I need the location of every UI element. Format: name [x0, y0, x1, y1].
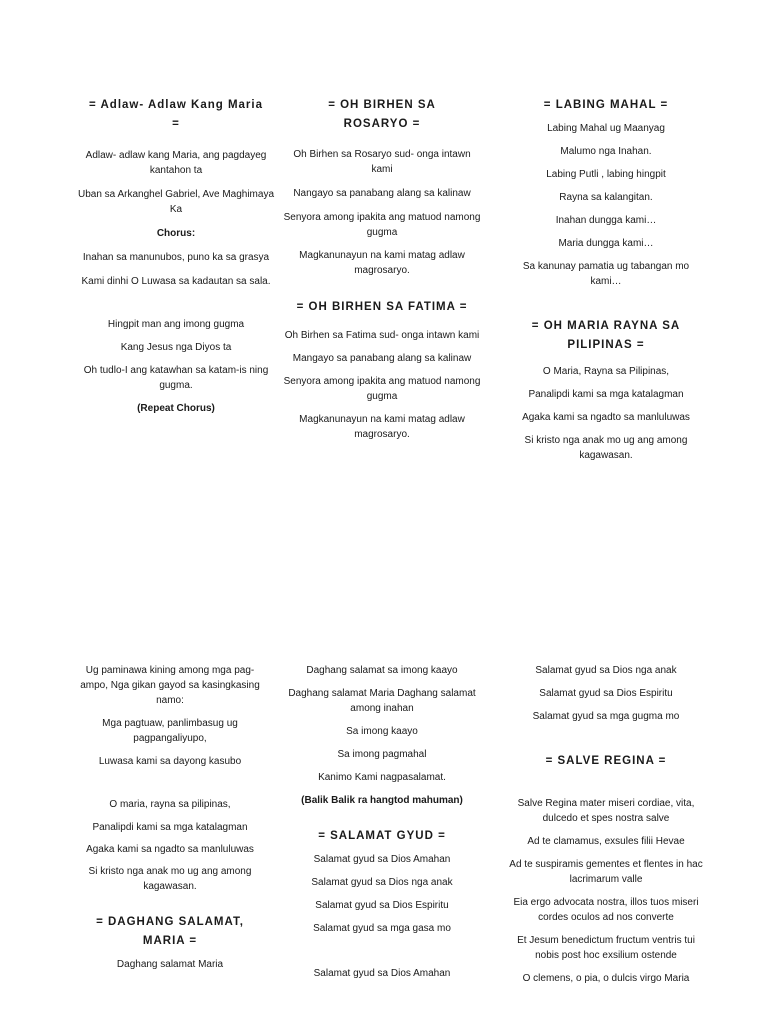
- lyric-line: Salamat gyud sa Dios Espiritu: [315, 900, 449, 911]
- repeat-chorus-note: (Repeat Chorus): [137, 403, 215, 414]
- lyric-line: Oh Birhen sa Rosaryo sud- onga intawn kami: [293, 149, 471, 175]
- song-title-daghang-salamat: = DAGHANG SALAMAT, MARIA =: [96, 916, 244, 947]
- column-top-right: [508, 96, 704, 463]
- song-title-adlaw-adlaw: = Adlaw- Adlaw Kang Maria =: [89, 99, 263, 130]
- lyric-line: O maria, rayna sa pilipinas,: [109, 799, 231, 810]
- lyric-line: Senyora among ipakita ang matuod namong gugma: [283, 376, 481, 402]
- lyric-line: Malumo nga Inahan.: [560, 146, 652, 157]
- song-title-maria-rayna: = OH MARIA RAYNA SA PILIPINAS =: [531, 320, 681, 351]
- lyric-line: Salamat gyud sa Dios nga anak: [535, 665, 677, 676]
- lyric-line: O Maria, Rayna sa Pilipinas,: [542, 366, 670, 377]
- lyric-line: Kanimo Kami nagpasalamat.: [318, 772, 446, 783]
- lyric-line: Maria dungga kami…: [558, 238, 654, 249]
- song-title-birhen-fatima: = OH BIRHEN SA FATIMA =: [296, 301, 468, 313]
- lyric-line: Daghang salamat Maria Daghang salamat among inahan: [288, 688, 476, 714]
- lyric-line: Salamat gyud sa Dios Espiritu: [539, 688, 673, 699]
- lyric-line: Uban sa Arkanghel Gabriel, Ave Maghimaya Ka: [77, 189, 275, 215]
- lyric-line: Salamat gyud sa mga gasa mo: [313, 923, 451, 934]
- lyric-line: Ug paminawa kining among mga pag-ampo, Nga gikan gayod sa kasingkasing namo:: [80, 665, 260, 706]
- chorus-label: Chorus:: [156, 228, 196, 239]
- lyric-line: Salamat gyud sa Dios Amahan: [313, 854, 451, 865]
- lyric-line: Ad te clamamus, exsules filii Hevae: [527, 836, 685, 847]
- lyric-line: Oh Birhen sa Fatima sud- onga intawn kami: [284, 330, 480, 341]
- lyric-line: Mga pagtuaw, panlimbasug ug pagpangaliyupo,: [102, 718, 238, 744]
- lyric-line: Magkanunayun na kami matag adlaw magrosaryo.: [299, 250, 465, 276]
- lyric-line: Salamat gyud sa mga gugma mo: [532, 711, 680, 722]
- lyric-line: Kang Jesus nga Diyos ta: [120, 342, 232, 353]
- column-bottom-right: [506, 663, 706, 986]
- lyric-line: Senyora among ipakita ang matuod namong gugma: [283, 212, 481, 238]
- column-bottom-left: [72, 663, 268, 972]
- lyric-line: Luwasa kami sa dayong kasubo: [98, 756, 242, 767]
- lyric-line: Salve Regina mater miseri cordiae, vita, dulcedo et spes nostra salve: [517, 798, 695, 824]
- lyric-line: Inahan sa manunubos, puno ka sa grasya: [82, 252, 270, 263]
- song-title-salve-regina: = SALVE REGINA =: [545, 755, 667, 767]
- song-title-labing-mahal: = LABING MAHAL =: [543, 99, 669, 111]
- lyric-line: Daghang salamat Maria: [116, 959, 224, 970]
- lyric-line: Salamat gyud sa Dios Amahan: [313, 968, 451, 979]
- song-title-salamat-gyud: = SALAMAT GYUD =: [318, 830, 446, 842]
- lyric-line: Labing Mahal ug Maanyag: [547, 123, 665, 134]
- lyric-line: Ad te suspiramis gementes et flentes in hac lacrimarum valle: [509, 859, 703, 885]
- lyric-line: Inahan dungga kami…: [555, 215, 657, 226]
- lyric-line: Salamat gyud sa Dios nga anak: [311, 877, 453, 888]
- lyric-line: Rayna sa kalangitan.: [559, 192, 653, 203]
- lyric-line: Nangayo sa panabang alang sa kalinaw: [293, 188, 471, 199]
- lyric-line: Magkanunayun na kami matag adlaw magrosaryo.: [299, 414, 465, 440]
- column-bottom-middle: [282, 663, 482, 981]
- lyric-line: Sa kanunay pamatia ug tabangan mo kami…: [522, 261, 690, 287]
- lyric-line: Agaka kami sa ngadto sa manluluwas: [86, 844, 254, 855]
- lyric-line: Sa imong pagmahal: [337, 749, 427, 760]
- song-title-birhen-rosaryo: = OH BIRHEN SA ROSARYO =: [328, 99, 436, 130]
- lyric-line: Eia ergo advocata nostra, illos tuos miseri cordes oculos ad nos converte: [513, 897, 699, 923]
- lyric-line: Panalipdi kami sa mga katalagman: [528, 389, 684, 400]
- lyric-line: Agaka kami sa ngadto sa manluluwas: [522, 412, 690, 423]
- lyric-line: Labing Putli , labing hingpit: [546, 169, 666, 180]
- lyric-line: Kami dinhi O Luwasa sa kadautan sa sala.: [81, 276, 271, 287]
- lyric-line: Si kristo nga anak mo ug ang among kagawasan.: [88, 866, 252, 892]
- lyric-line: Sa imong kaayo: [346, 726, 418, 737]
- repeat-note: (Balik Balik ra hangtod mahuman): [301, 795, 463, 806]
- column-top-left: [72, 96, 280, 416]
- lyric-line: Panalipdi kami sa mga katalagman: [92, 822, 248, 833]
- lyric-line: Hingpit man ang imong gugma: [107, 319, 245, 330]
- lyric-line: Si kristo nga anak mo ug ang among kagawasan.: [524, 435, 688, 461]
- lyric-line: Mangayo sa panabang alang sa kalinaw: [292, 353, 472, 364]
- lyric-line: O clemens, o pia, o dulcis virgo Maria: [522, 973, 690, 984]
- lyric-line: Adlaw- adlaw kang Maria, ang pagdayeg kantahon ta: [85, 150, 267, 176]
- column-top-middle: [282, 96, 482, 442]
- lyric-line: Oh tudlo-I ang katawhan sa katam-is ning gugma.: [83, 365, 269, 391]
- lyric-line: Daghang salamat sa imong kaayo: [306, 665, 458, 676]
- lyric-line: Et Jesum benedictum fructum ventris tui nobis post hoc exsilium ostende: [517, 935, 695, 961]
